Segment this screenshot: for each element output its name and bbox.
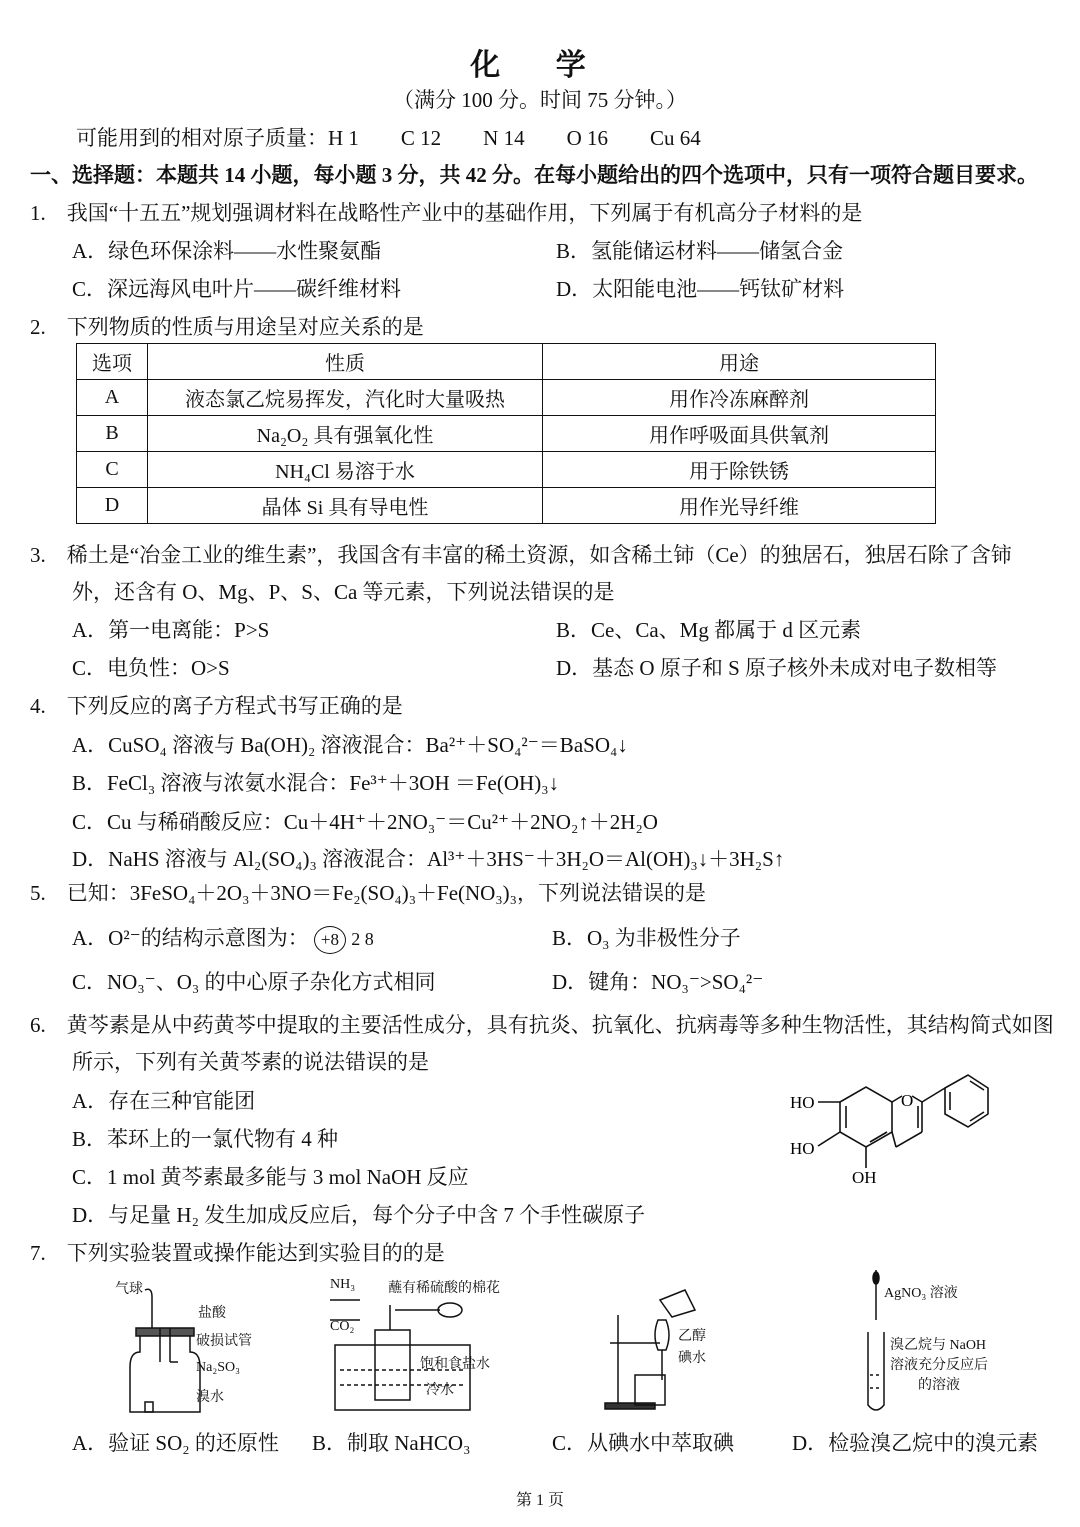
section-heading: 一、选择题：本题共 14 小题，每小题 3 分，共 42 分。在每小题给出的四个选项中，只有一项符合题目要求。 [30, 163, 1038, 187]
q4-option-d: D．NaHS 溶液与 Al₂(SO₄)₃ 溶液混合：Al³⁺＋3HS⁻＋3H₂O＝Al(OH)₃↓＋3H₂S↑ [72, 847, 785, 871]
figure-a-apparatus [100, 1272, 280, 1422]
table-row [77, 488, 936, 524]
q6-option-a: A．存在三种官能团 [72, 1089, 256, 1113]
label-balloon: 气球 [115, 1282, 143, 1297]
label-broken-tube: 破损试管 [196, 1334, 252, 1349]
label-ethanol: 乙醇 [678, 1329, 706, 1344]
cell: 用作冷冻麻醉剂 [543, 380, 936, 416]
label-hydrochloric-acid: 盐酸 [198, 1306, 226, 1321]
header-use: 用途 [543, 344, 936, 380]
subtitle: （满分 100 分。时间 75 分钟。） [393, 88, 687, 112]
q6-option-d: D．与足量 H₂ 发生加成反应后，每个分子中含 7 个手性碳原子 [72, 1203, 646, 1227]
cell: 用作光导纤维 [543, 488, 936, 524]
figure-c-apparatus [600, 1285, 740, 1415]
q3-option-a: A．第一电离能：P>S [72, 618, 270, 642]
cell: B [77, 416, 148, 452]
cell: 液态氯乙烷易挥发，汽化时大量吸热 [148, 380, 543, 416]
q3-stem-line1: 3. 稀土是“冶金工业的维生素”，我国含有丰富的稀土资源，如含稀土铈（Ce）的独居石，独居石除了含铈 [30, 543, 1012, 567]
label-ho-2: HO [790, 1139, 815, 1158]
label-solution-line2: 溶液充分反应后 [890, 1358, 988, 1373]
cell: NH₄Cl 易溶于水 [148, 452, 543, 488]
q3-stem-line2: 外，还含有 O、Mg、P、S、Ca 等元素，下列说法错误的是 [72, 580, 615, 604]
q3-option-b: B．Ce、Ca、Mg 都属于 d 区元素 [556, 618, 862, 642]
q1-stem: 1. 我国“十五五”规划强调材料在战略性产业中的基础作用，下列属于有机高分子材料的是 [30, 201, 863, 225]
q4-option-a: A．CuSO₄ 溶液与 Ba(OH)₂ 溶液混合：Ba²⁺＋SO₄²⁻＝BaSO₄↓ [72, 733, 628, 757]
q7-option-c: C．从碘水中萃取碘 [552, 1431, 735, 1455]
q4-stem: 4. 下列反应的离子方程式书写正确的是 [30, 694, 403, 718]
electron-shells: 2 8 [351, 929, 374, 949]
label-o: O [901, 1091, 914, 1110]
q3-option-c: C．电负性：O>S [72, 656, 230, 680]
q2-stem: 2. 下列物质的性质与用途呈对应关系的是 [30, 315, 424, 339]
q5-option-c: C．NO₃⁻、O₃ 的中心原子杂化方式相同 [72, 970, 436, 994]
table-row [77, 416, 936, 452]
q6-option-b: B．苯环上的一氯代物有 4 种 [72, 1127, 339, 1151]
table-header-row [77, 344, 936, 380]
q5-option-a-text: A．O²⁻的结构示意图为： [72, 926, 309, 950]
label-nh3: NH₃ [330, 1277, 356, 1292]
q4-option-b: B．FeCl₃ 溶液与浓氨水混合：Fe³⁺＋3OH ＝Fe(OH)₃↓ [72, 771, 560, 795]
cell: D [77, 488, 148, 524]
cell: 用于除铁锈 [543, 452, 936, 488]
label-solution-line1: 溴乙烷与 NaOH [890, 1338, 987, 1353]
q1-option-d: D．太阳能电池——钙钛矿材料 [556, 277, 845, 301]
label-na2so3: Na₂SO₃ [196, 1360, 240, 1375]
label-ho-1: HO [790, 1093, 815, 1112]
table-row [77, 380, 936, 416]
baicalein-structure [780, 1050, 1000, 1190]
figure-d-apparatus [860, 1270, 1020, 1420]
cell: 用作呼吸面具供氧剂 [543, 416, 936, 452]
q6-stem-line1: 6. 黄芩素是从中药黄芩中提取的主要活性成分，具有抗炎、抗氧化、抗病毒等多种生物活性，其结构简式如图 [30, 1013, 1054, 1037]
label-oh: OH [852, 1168, 877, 1187]
nucleus-circle: +8 [314, 926, 346, 954]
q3-option-d: D．基态 O 原子和 S 原子核外未成对电子数相等 [556, 656, 998, 680]
label-brine: 饱和食盐水 [420, 1357, 490, 1372]
q5-option-b: B．O₃ 为非极性分子 [552, 926, 741, 950]
label-bromine-water: 溴水 [196, 1390, 224, 1405]
q5-option-d: D．键角：NO₃⁻>SO₄²⁻ [552, 970, 764, 994]
cell: 晶体 Si 具有导电性 [148, 488, 543, 524]
cell: C [77, 452, 148, 488]
figure-b-apparatus [330, 1277, 530, 1415]
separatory-funnel-drawing [600, 1285, 740, 1415]
q5-option-a [72, 925, 374, 954]
q1-option-a: A．绿色环保涂料——水性聚氨酯 [72, 239, 382, 263]
header-option: 选项 [77, 344, 148, 380]
q7-option-d: D．检验溴乙烷中的溴元素 [792, 1431, 1039, 1455]
page-title: 化 学 [470, 49, 610, 82]
cell: Na₂O₂ 具有强氧化性 [148, 416, 543, 452]
label-co2: CO₂ [330, 1319, 355, 1334]
q2-table [76, 343, 936, 524]
q6-option-c: C．1 mol 黄芩素最多能与 3 mol NaOH 反应 [72, 1165, 469, 1189]
label-cotton: 蘸有稀硫酸的棉花 [388, 1281, 500, 1296]
label-solution-line3: 的溶液 [918, 1378, 960, 1393]
table-row [77, 452, 936, 488]
label-iodine-water: 碘水 [678, 1351, 706, 1366]
q7-option-a: A．验证 SO₂ 的还原性 [72, 1431, 279, 1455]
q6-stem-line2: 所示，下列有关黄芩素的说法错误的是 [72, 1050, 429, 1074]
q7-option-b: B．制取 NaHCO₃ [312, 1431, 471, 1455]
page-number: 第 1 页 [515, 1492, 564, 1509]
q1-option-c: C．深远海风电叶片——碳纤维材料 [72, 277, 402, 301]
q7-stem: 7. 下列实验装置或操作能达到实验目的的是 [30, 1241, 445, 1265]
label-agno3: AgNO₃ 溶液 [884, 1286, 958, 1301]
q5-stem: 5. 已知：3FeSO₄＋2O₃＋3NO＝Fe₂(SO₄)₃＋Fe(NO₃)₃，下列说法错误的是 [30, 881, 706, 905]
atomic-masses: 可能用到的相对原子质量：H 1 C 12 N 14 O 16 Cu 64 [76, 126, 701, 150]
label-cold-water: 冷水 [426, 1383, 454, 1398]
q4-option-c: C．Cu 与稀硝酸反应：Cu＋4H⁺＋2NO₃⁻＝Cu²⁺＋2NO₂↑＋2H₂O [72, 810, 658, 834]
header-property: 性质 [148, 344, 543, 380]
cell: A [77, 380, 148, 416]
q1-option-b: B．氢能储运材料——储氢合金 [556, 239, 844, 263]
